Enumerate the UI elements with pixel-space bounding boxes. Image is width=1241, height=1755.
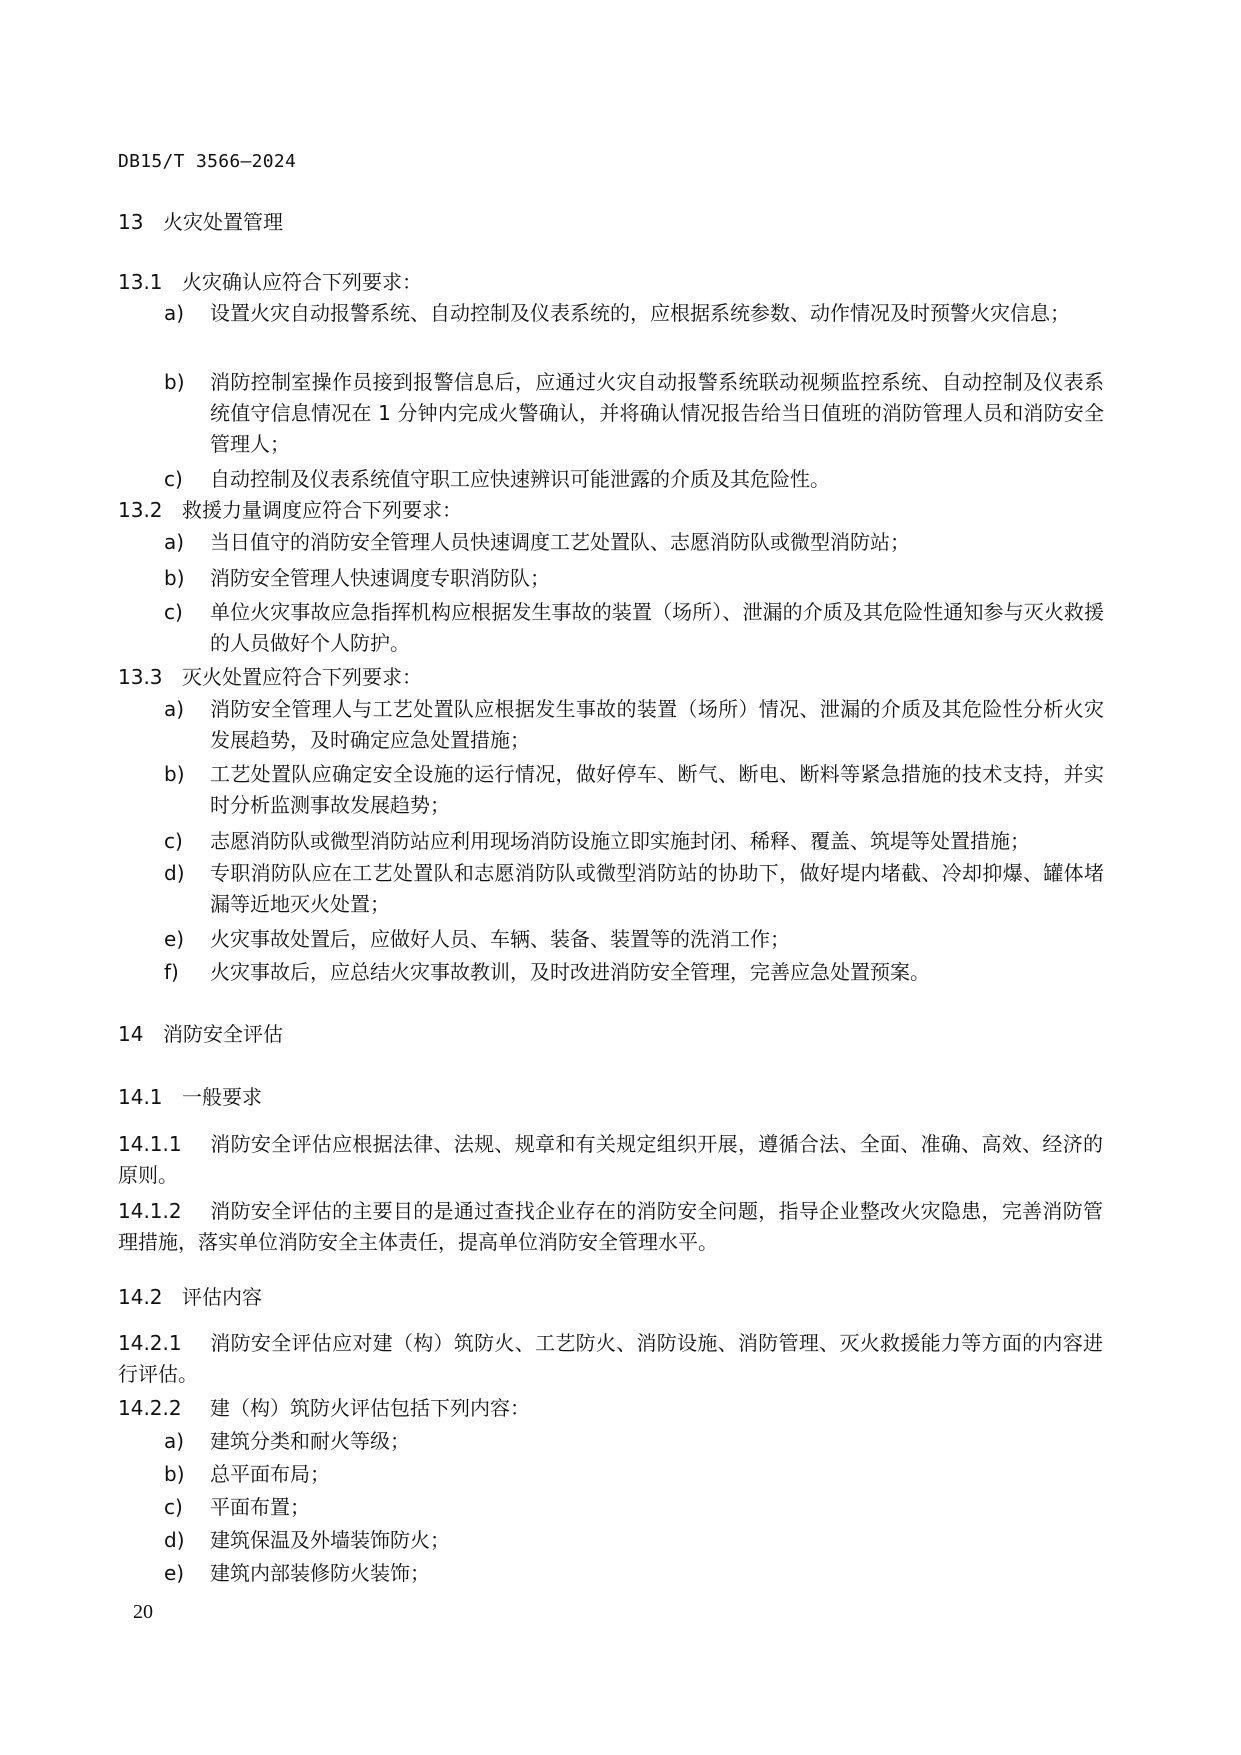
list-item	[164, 563, 1104, 594]
list-item-text: 建筑保温及外墙装饰防火；	[210, 1528, 450, 1552]
list-item	[164, 1492, 1104, 1523]
list-item-text: 单位火灾事故应急指挥机构应根据发生事故的装置（场所）、泄漏的介质及其危险性通知参与灭火救援的人员做好个人防护。	[210, 600, 1104, 655]
list-marker: b)	[164, 1462, 185, 1486]
list-item-text: 工艺处置队应确定安全设施的运行情况，做好停车、断气、断电、断料等紧急措施的技术支持，并实时分析监测事故发展趋势；	[210, 762, 1104, 817]
list-item-text: 志愿消防队或微型消防站应利用现场消防设施立即实施封闭、稀释、覆盖、筑堤等处置措施；	[210, 829, 1030, 853]
list-item	[164, 1426, 1104, 1457]
list-item	[164, 464, 1104, 495]
list-item-text: 建筑内部装修防火装饰；	[210, 1561, 430, 1585]
clause-number: 14.1.2	[118, 1199, 182, 1223]
subsection-title: 评估内容	[182, 1285, 262, 1309]
list-marker: c)	[164, 1495, 183, 1519]
list-marker: b)	[164, 370, 185, 394]
list-item	[164, 858, 1104, 920]
list-item-text: 自动控制及仪表系统值守职工应快速辨识可能泄露的介质及其危险性。	[210, 467, 830, 491]
list-marker: b)	[164, 566, 185, 590]
clause-text: 火灾确认应符合下列要求：	[182, 270, 422, 294]
list-marker: e)	[164, 927, 185, 951]
section-title: 火灾处置管理	[163, 210, 283, 234]
clause-text: 救援力量调度应符合下列要求：	[182, 498, 462, 522]
clause-13-3	[118, 662, 1103, 693]
section-title: 消防安全评估	[163, 1022, 283, 1046]
list-item-text: 总平面布局；	[210, 1462, 330, 1486]
list-marker: c)	[164, 829, 183, 853]
list-item	[164, 924, 1104, 955]
section-14-heading	[118, 1018, 283, 1047]
clause-13-1	[118, 267, 1103, 298]
list-item	[164, 367, 1104, 460]
clause-number: 13.1	[118, 270, 163, 294]
clause-14-1-1	[118, 1129, 1103, 1191]
section-number: 13	[118, 210, 144, 234]
subsection-14-1-heading	[118, 1081, 262, 1110]
list-item	[164, 527, 1104, 558]
list-marker: c)	[164, 600, 183, 624]
list-marker: b)	[164, 762, 185, 786]
list-item	[164, 826, 1104, 857]
clause-number: 14.1.1	[118, 1132, 182, 1156]
list-item-text: 建筑分类和耐火等级；	[210, 1429, 410, 1453]
list-marker: a)	[164, 530, 185, 554]
subsection-title: 一般要求	[182, 1085, 262, 1109]
list-marker: e)	[164, 1561, 185, 1585]
list-item-text: 设置火灾自动报警系统、自动控制及仪表系统的，应根据系统参数、动作情况及时预警火灾信息；	[210, 301, 1070, 325]
list-item	[164, 1525, 1104, 1556]
clause-14-2-2	[118, 1393, 1103, 1424]
clause-14-1-2	[118, 1196, 1103, 1258]
list-item	[164, 597, 1104, 659]
list-item-text: 消防控制室操作员接到报警信息后，应通过火灾自动报警系统联动视频监控系统、自动控制及仪表系统值守信息情况在 1 分钟内完成火警确认，并将确认情况报告给当日值班的消防管理人员和消防安全管理人；	[210, 370, 1104, 456]
list-item	[164, 694, 1104, 756]
list-item-text: 火灾事故处置后，应做好人员、车辆、装备、装置等的洗消工作；	[210, 927, 790, 951]
list-marker: a)	[164, 1429, 185, 1453]
list-marker: f)	[164, 960, 179, 984]
list-item	[164, 759, 1104, 821]
clause-text: 建（构）筑防火评估包括下列内容：	[210, 1396, 530, 1420]
clause-text: 消防安全评估应对建（构）筑防火、工艺防火、消防设施、消防管理、灭火救援能力等方面的内容进行评估。	[118, 1331, 1103, 1386]
list-item	[164, 957, 1104, 988]
list-marker: c)	[164, 467, 183, 491]
clause-number: 13.3	[118, 665, 163, 689]
list-item-text: 消防安全管理人快速调度专职消防队；	[210, 566, 550, 590]
clause-number: 13.2	[118, 498, 163, 522]
section-13-heading	[118, 206, 283, 235]
clause-text: 消防安全评估应根据法律、法规、规章和有关规定组织开展，遵循合法、全面、准确、高效、经济的原则。	[118, 1132, 1103, 1187]
clause-13-2	[118, 495, 1103, 526]
list-marker: a)	[164, 697, 185, 721]
list-item-text: 消防安全管理人与工艺处置队应根据发生事故的装置（场所）情况、泄漏的介质及其危险性分析火灾发展趋势，及时确定应急处置措施；	[210, 697, 1104, 752]
list-item-text: 火灾事故后，应总结火灾事故教训，及时改进消防安全管理，完善应急处置预案。	[210, 960, 930, 984]
list-marker: d)	[164, 861, 185, 885]
clause-14-2-1	[118, 1328, 1103, 1390]
clause-text: 消防安全评估的主要目的是通过查找企业存在的消防安全问题，指导企业整改火灾隐患，完善消防管理措施，落实单位消防安全主体责任，提高单位消防安全管理水平。	[118, 1199, 1103, 1254]
document-code: DB15/T 3566—2024	[118, 151, 297, 172]
clause-number: 14.2.2	[118, 1396, 182, 1420]
list-item-text: 专职消防队应在工艺处置队和志愿消防队或微型消防站的协助下，做好堤内堵截、冷却抑爆、罐体堵漏等近地灭火处置；	[210, 861, 1104, 916]
subsection-number: 14.2	[118, 1285, 163, 1309]
clause-number: 14.2.1	[118, 1331, 182, 1355]
clause-text: 灭火处置应符合下列要求：	[182, 665, 422, 689]
list-item-text: 平面布置；	[210, 1495, 310, 1519]
list-item	[164, 1459, 1104, 1490]
subsection-number: 14.1	[118, 1085, 163, 1109]
subsection-14-2-heading	[118, 1281, 262, 1310]
list-item	[164, 298, 1104, 329]
section-number: 14	[118, 1022, 144, 1046]
list-marker: a)	[164, 301, 185, 325]
page-number: 20	[133, 1601, 153, 1623]
list-item-text: 当日值守的消防安全管理人员快速调度工艺处置队、志愿消防队或微型消防站；	[210, 530, 910, 554]
list-item	[164, 1558, 1104, 1589]
list-marker: d)	[164, 1528, 185, 1552]
